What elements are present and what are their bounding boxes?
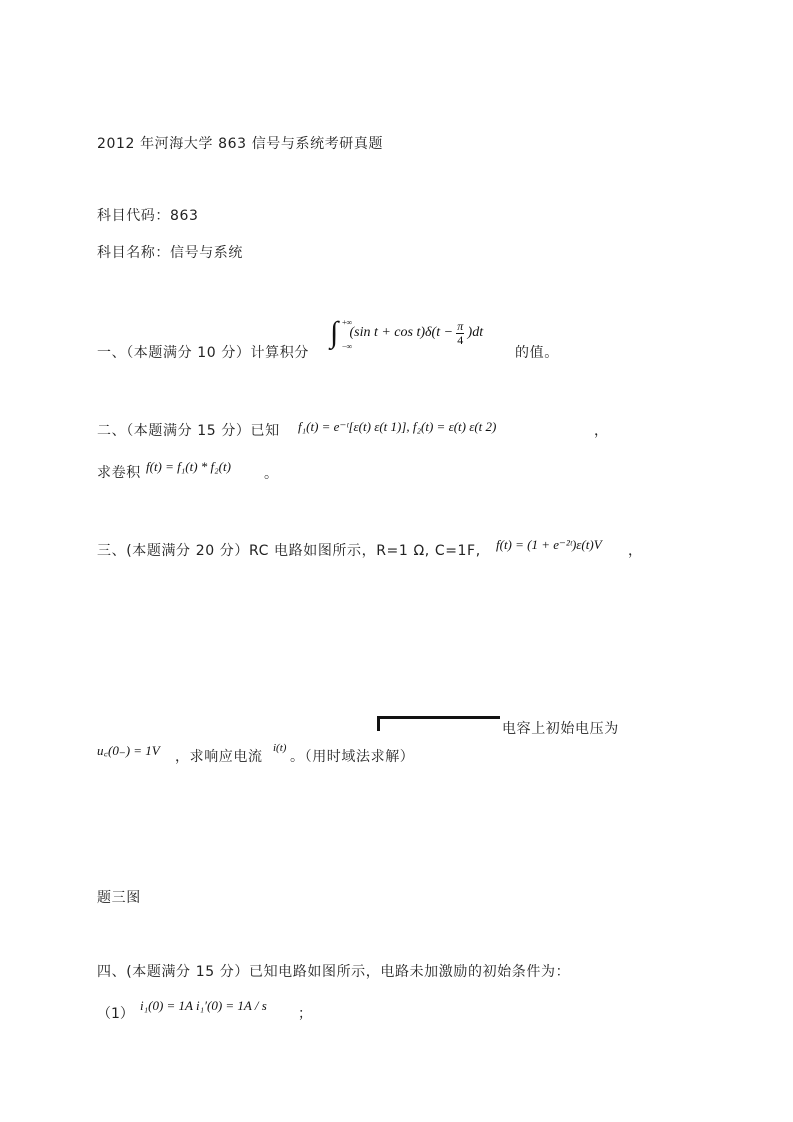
q1-suffix: 的值。 bbox=[515, 345, 559, 361]
q4-item1-suffix: ； bbox=[298, 1006, 312, 1022]
subject-code: 科目代码：863 bbox=[97, 208, 199, 224]
q1-dt: )dt bbox=[467, 325, 484, 340]
q4-prefix: 四、(本题满分 15 分）已知电路如图所示，电路未加激励的初始条件为： bbox=[97, 964, 571, 980]
q3-prefix: 三、(本题满分 20 分）RC 电路如图所示，R=1 Ω, C=1F, bbox=[97, 543, 481, 559]
q1-integrand: (sin t + cos t)δ(t − bbox=[349, 325, 454, 340]
q2-formula: f₁(t) = e⁻ᵗ[ε(t) ε(t 1)], f₂(t) = ε(t) ε(t 2) bbox=[298, 419, 497, 434]
q1-fraction bbox=[456, 320, 464, 347]
q1-prefix: 一、（本题满分 10 分）计算积分 bbox=[97, 345, 309, 361]
q1-fraction-denominator: 4 bbox=[457, 332, 464, 347]
q1-lower-limit: −∞ bbox=[342, 342, 353, 351]
q2-convolution: f(t) = f₁(t) * f₂(t) bbox=[146, 459, 231, 474]
integral-sign: ∫ bbox=[330, 316, 339, 349]
exam-title: 2012 年河海大学 863 信号与系统考研真题 bbox=[97, 136, 384, 152]
circuit-figure-fragment bbox=[377, 716, 500, 731]
q1-integral bbox=[330, 318, 483, 358]
subject-name: 科目名称：信号与系统 bbox=[97, 245, 243, 261]
q3-source-formula: f(t) = (1 + e⁻²ᵗ)ε(t)V bbox=[496, 537, 602, 552]
q3-suffix: 。（用时域法求解） bbox=[290, 749, 415, 765]
q2-line2-prefix: 求卷积 bbox=[97, 465, 141, 481]
q2-comma: ， bbox=[594, 423, 608, 439]
q4-item1-formula: i₁(0) = 1A i₁′(0) = 1A / s bbox=[140, 998, 267, 1013]
q4-item1-label: （1） bbox=[97, 1006, 134, 1022]
q3-comma: ， bbox=[628, 543, 642, 559]
q2-prefix: 二、（本题满分 15 分）已知 bbox=[97, 423, 280, 439]
q1-upper-limit: +∞ bbox=[342, 318, 353, 327]
q2-line2-suffix: 。 bbox=[264, 466, 278, 482]
q3-mid-text: ，求响应电流 bbox=[175, 749, 263, 765]
q3-capacitor-text: 电容上初始电压为 bbox=[502, 721, 619, 737]
q1-fraction-numerator: π bbox=[457, 318, 464, 333]
q3-response-current: i(t) bbox=[273, 742, 287, 754]
q3-figure-caption: 题三图 bbox=[97, 890, 141, 906]
q3-initial-voltage: u꜀(0₋) = 1V bbox=[97, 743, 160, 758]
